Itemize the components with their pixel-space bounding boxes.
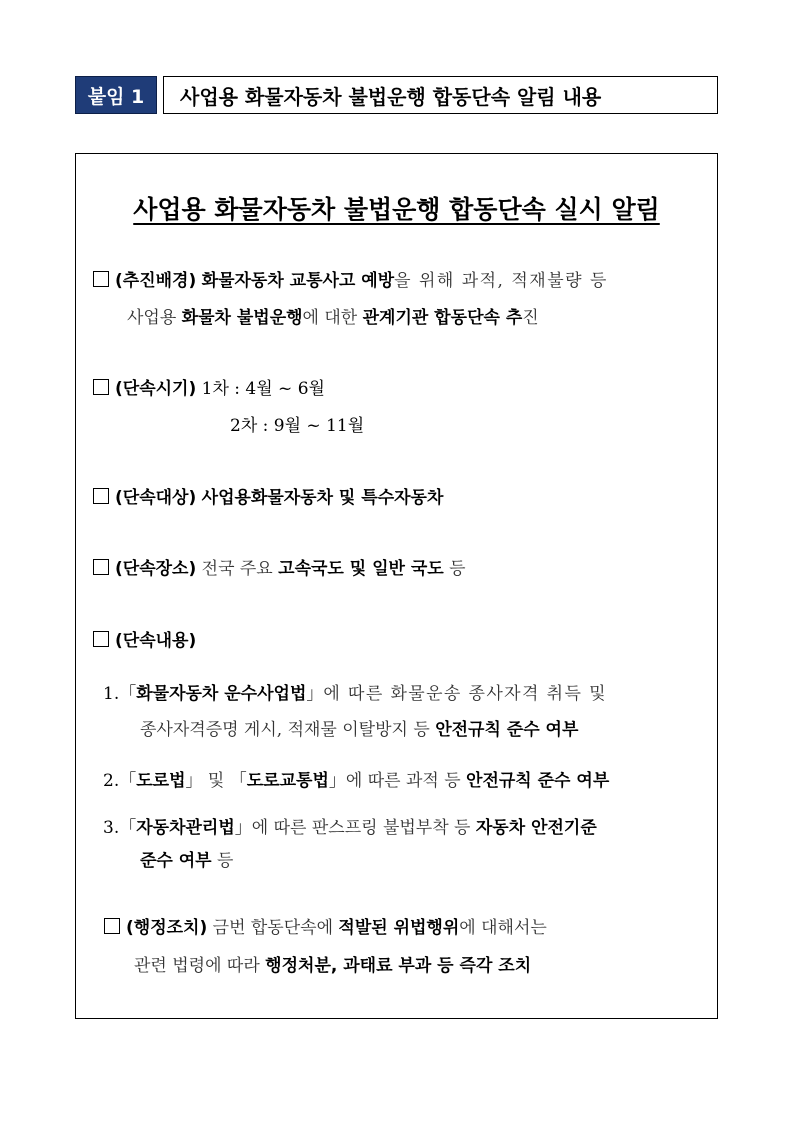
content-item-1-line-1: [103, 683, 607, 705]
checkbox-square-icon: [104, 918, 120, 934]
item3-num: 3.: [103, 818, 120, 838]
period-line-1: [93, 378, 325, 400]
item2-law2: 도로교통법: [246, 771, 329, 791]
background-text-2c: 에 대한: [302, 308, 363, 328]
period-second: 2차 : 9월 ~ 11월: [230, 416, 365, 436]
content-item-3-line-2: [140, 850, 233, 872]
checkbox-square-icon: [93, 379, 109, 395]
item3-text: 에 따른 판스프링 불법부착 등: [251, 818, 476, 838]
target-value: 사업용화물자동차 및 특수자동차: [201, 488, 444, 508]
period-label: (단속시기): [115, 379, 197, 399]
item2-mid: 및: [202, 771, 230, 791]
action-text-2a: 관련 법령에 따라: [134, 956, 266, 976]
background-line-1: [93, 270, 608, 292]
content-label: (단속내용): [115, 631, 197, 651]
checkbox-square-icon: [93, 559, 109, 575]
item1-num: 1.: [103, 684, 120, 704]
background-line-2: [127, 307, 539, 329]
content-item-3-line-1: [103, 817, 597, 839]
target-line: [93, 487, 443, 509]
background-bold-2b: 화물차 불법운행: [181, 308, 303, 328]
item1-bold-2b: 안전규칙 준수 여부: [435, 720, 579, 740]
attachment-title: 사업용 화물자동차 불법운행 합동단속 알림 내용: [163, 76, 718, 114]
item2-rq2: 」: [328, 771, 346, 791]
location-text-a: 전국 주요: [201, 559, 279, 579]
checkbox-square-icon: [93, 271, 109, 287]
content-item-2: [103, 770, 609, 792]
item3-lq: 「: [119, 818, 137, 838]
location-text-c: 등: [443, 559, 466, 579]
action-bold: 적발된 위법행위: [338, 918, 460, 938]
location-bold: 고속국도 및 일반 국도: [278, 559, 444, 579]
item1-law: 화물자동차 운수사업법: [136, 684, 307, 704]
item1-rq: 」: [306, 684, 324, 704]
background-bold: 화물자동차 교통사고 예방: [201, 271, 395, 291]
action-line-1: [104, 917, 547, 939]
target-label: (단속대상): [115, 488, 197, 508]
item3-text-2: 등: [211, 851, 234, 871]
background-label: (추진배경): [115, 271, 197, 291]
item2-rq1: 」: [185, 771, 203, 791]
item2-text: 에 따른 과적 등: [345, 771, 467, 791]
action-text-a: 금번 합동단속에: [212, 918, 339, 938]
background-text-2a: 사업용: [127, 308, 182, 328]
background-text: 을 위해 과적, 적재불량 등: [394, 271, 608, 291]
location-label: (단속장소): [115, 559, 197, 579]
checkbox-square-icon: [93, 631, 109, 647]
item1-text-2a: 종사자격증명 게시, 적재물 이탈방지 등: [140, 720, 436, 740]
action-text-c: 에 대해서는: [459, 918, 547, 938]
period-line-2: [230, 415, 364, 437]
item3-bold: 자동차 안전기준: [475, 818, 597, 838]
location-line: [93, 558, 466, 580]
item2-lq2: 「: [229, 771, 247, 791]
action-bold-2b: 행정처분, 과태료 부과 등 즉각 조치: [265, 956, 532, 976]
item3-law: 자동차관리법: [136, 818, 235, 838]
action-line-2: [134, 955, 531, 977]
item2-bold: 안전규칙 준수 여부: [466, 771, 610, 791]
notice-title: 사업용 화물자동차 불법운행 합동단속 실시 알림: [133, 195, 660, 224]
item3-bold-2: 준수 여부: [140, 851, 212, 871]
checkbox-square-icon: [93, 488, 109, 504]
item1-text: 에 따른 화물운송 종사자격 취득 및: [323, 684, 607, 704]
content-item-1-line-2: [140, 719, 578, 741]
content-line: [93, 630, 196, 652]
item2-num: 2.: [103, 771, 120, 791]
background-bold-2d: 관계기관 합동단속 추: [362, 308, 523, 328]
item1-lq: 「: [119, 684, 137, 704]
action-label: (행정조치): [126, 918, 208, 938]
period-first: 1차 : 4월 ~ 6월: [201, 379, 325, 399]
item2-lq1: 「: [119, 771, 137, 791]
item3-rq: 」: [234, 818, 252, 838]
background-text-2e: 진: [522, 308, 539, 328]
attachment-badge: 붙임 1: [75, 76, 157, 114]
item2-law1: 도로법: [136, 771, 186, 791]
